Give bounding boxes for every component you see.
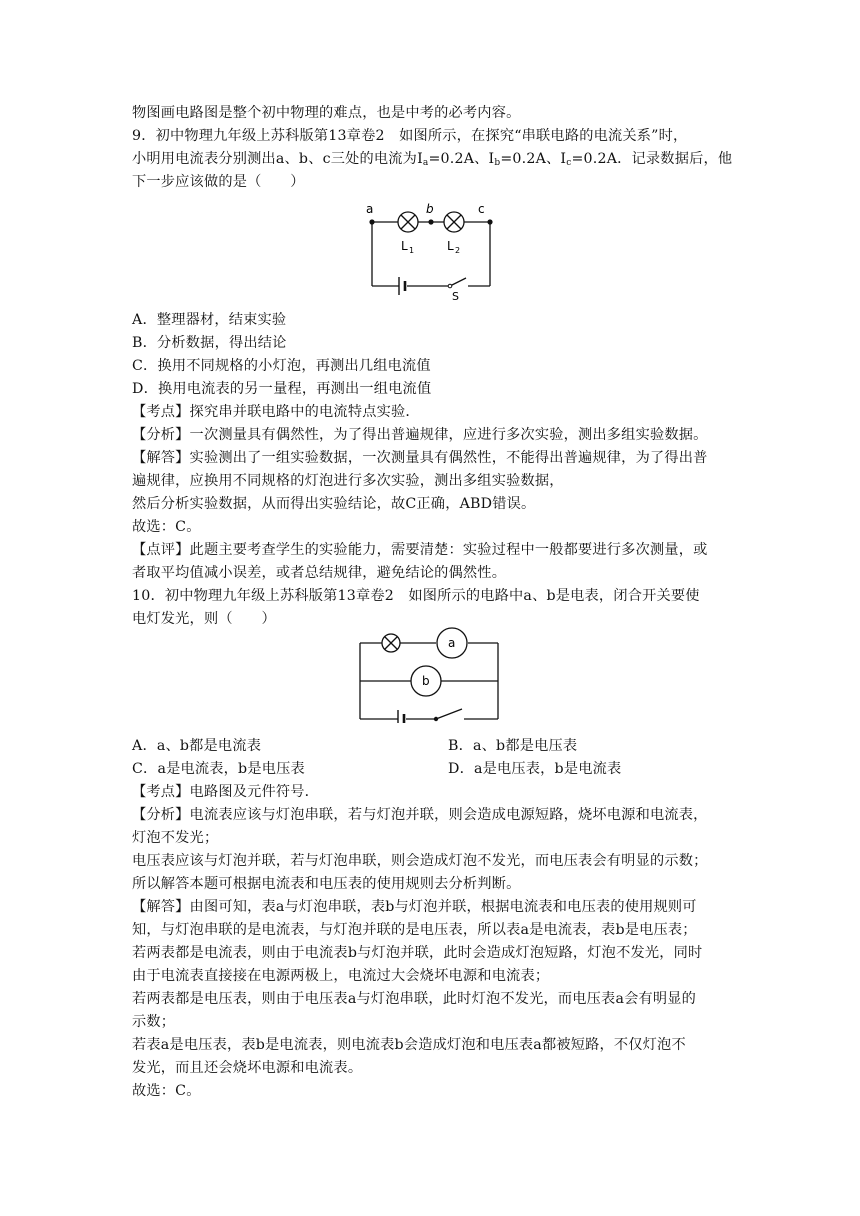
q10-jieda-line-2: 知，与灯泡串联的是电流表，与灯泡并联的是电压表，所以表a是电流表，表b是电压表； [132, 922, 697, 938]
q9-dianping-line-2: 者取平均值减小误差，或者总结规律，避免结论的偶然性。 [132, 565, 507, 581]
q10-stem-line-2: 电灯发光，则（ ） [132, 611, 276, 627]
label-l1: L [401, 239, 408, 253]
switch-pivot-icon [448, 284, 452, 288]
q10-jieda-line-8: 发光，而且还会烧坏电源和电流表。 [132, 1060, 363, 1076]
q10-option-row-1 [132, 735, 261, 757]
q9-stem-line-1: 9．初中物理九年级上苏科版第13章卷2 如图所示，在探究“串联电路的电流关系”时， [132, 128, 688, 144]
q9-jieda-line-1: 【解答】实验测出了一组实验数据，一次测量具有偶然性，不能得出普遍规律，为了得出普 [132, 450, 708, 466]
q9-dianping-line-1: 【点评】此题主要考查学生的实验能力，需要清楚：实验过程中一般都要进行多次测量，或 [132, 542, 708, 558]
q10-option-d: D．a是电压表，b是电流表 [448, 761, 622, 777]
q10-option-a: A．a、b都是电流表 [132, 738, 262, 754]
label-l2-sub: 2 [455, 246, 461, 255]
q10-option-b: B．a、b都是电压表 [448, 738, 578, 754]
q9-kaodian: 【考点】探究串并联电路中的电流特点实验． [132, 404, 420, 420]
switch-pivot-icon [434, 717, 438, 721]
node-c-dot [487, 219, 492, 224]
label-l1-sub: 1 [409, 246, 415, 255]
q9-fenxi: 【分析】一次测量具有偶然性，为了得出普遍规律，应进行多次实验，测出多组实验数据。 [132, 427, 708, 443]
subscript-b: b [494, 158, 501, 168]
q9-jieda-line-3: 然后分析实验数据，从而得出实验结论，故C正确，ABD错误。 [132, 496, 536, 512]
q9-option-b: B．分析数据，得出结论 [132, 335, 287, 351]
subscript-c: c [566, 158, 572, 168]
node-a-dot [369, 219, 374, 224]
q10-fenxi-line-3: 电压表应该与灯泡并联，若与灯泡串联，则会造成灯泡不发光，而电压表会有明显的示数； [132, 853, 708, 869]
q10-stem-line-1: 10．初中物理九年级上苏科版第13章卷2 如图所示的电路中a、b是电表，闭合开关要使 [132, 588, 700, 604]
q10-jieda-line-3: 若两表都是电流表，则由于电流表b与灯泡并联，此时会造成灯泡短路，灯泡不发光，同时 [132, 945, 703, 961]
q10-jieda-line-6: 示数； [132, 1014, 176, 1030]
q10-jieda-line-7: 若表a是电压表，表b是电流表，则电流表b会造成灯泡和电压表a都被短路，不仅灯泡不 [132, 1037, 686, 1053]
q9-option-a: A．整理器材，结束实验 [132, 312, 287, 328]
q9-jieda-line-2: 遍规律，应换用不同规格的灯泡进行多次实验，测出多组实验数据， [132, 473, 564, 489]
q10-fenxi-line-1: 【分析】电流表应该与灯泡串联，若与灯泡并联，则会造成电源短路，烧坏电源和电流表， [132, 807, 708, 823]
node-b-dot [428, 219, 433, 224]
intro-text: 物图画电路图是整个初中物理的难点，也是中考的必考内容。 [132, 105, 521, 121]
q10-answer: 故选：C。 [132, 1083, 201, 1099]
meter-a-label: a [448, 636, 456, 650]
q10-jieda-line-5: 若两表都是电压表，则由于电压表a与灯泡串联，此时灯泡不发光，而电压表a会有明显的 [132, 991, 697, 1007]
subscript-a: a [422, 158, 429, 168]
q10-fenxi-line-2: 灯泡不发光； [132, 830, 219, 846]
meter-b-label: b [422, 674, 430, 688]
q10-option-c: C．a是电流表，b是电压表 [132, 761, 305, 777]
q10-jieda-line-4: 由于电流表直接接在电源两极上，电流过大会烧坏电源和电流表； [132, 968, 550, 984]
q9-answer: 故选：C。 [132, 519, 201, 535]
label-a: a [366, 202, 374, 216]
label-c: c [478, 202, 485, 216]
q10-jieda-line-1: 【解答】由图可知，表a与灯泡串联，表b与灯泡并联，根据电流表和电压表的使用规则可 [132, 899, 697, 915]
q9-option-d: D．换用电流表的另一量程，再测出一组电流值 [132, 381, 432, 397]
q10-fenxi-line-4: 所以解答本题可根据电流表和电压表的使用规则去分析判断。 [132, 876, 521, 892]
label-s: S [452, 290, 459, 302]
q9-option-c: C．换用不同规格的小灯泡，再测出几组电流值 [132, 358, 431, 374]
label-b: b [426, 202, 434, 216]
label-l2: L [447, 239, 454, 253]
q9-stem-line-2: 小明用电流表分别测出a、b、c三处的电流为$I_a=0.2A$、$I_b=0.2A$、$I_c=0.2A$．记录数据后，他 [132, 151, 733, 168]
q10-kaodian: 【考点】电路图及元件符号． [132, 784, 320, 800]
q10-meter-circuit-diagram [356, 627, 504, 723]
q9-stem-line-3: 下一步应该做的是（ ） [132, 174, 305, 190]
q9-series-circuit-diagram [360, 198, 500, 302]
